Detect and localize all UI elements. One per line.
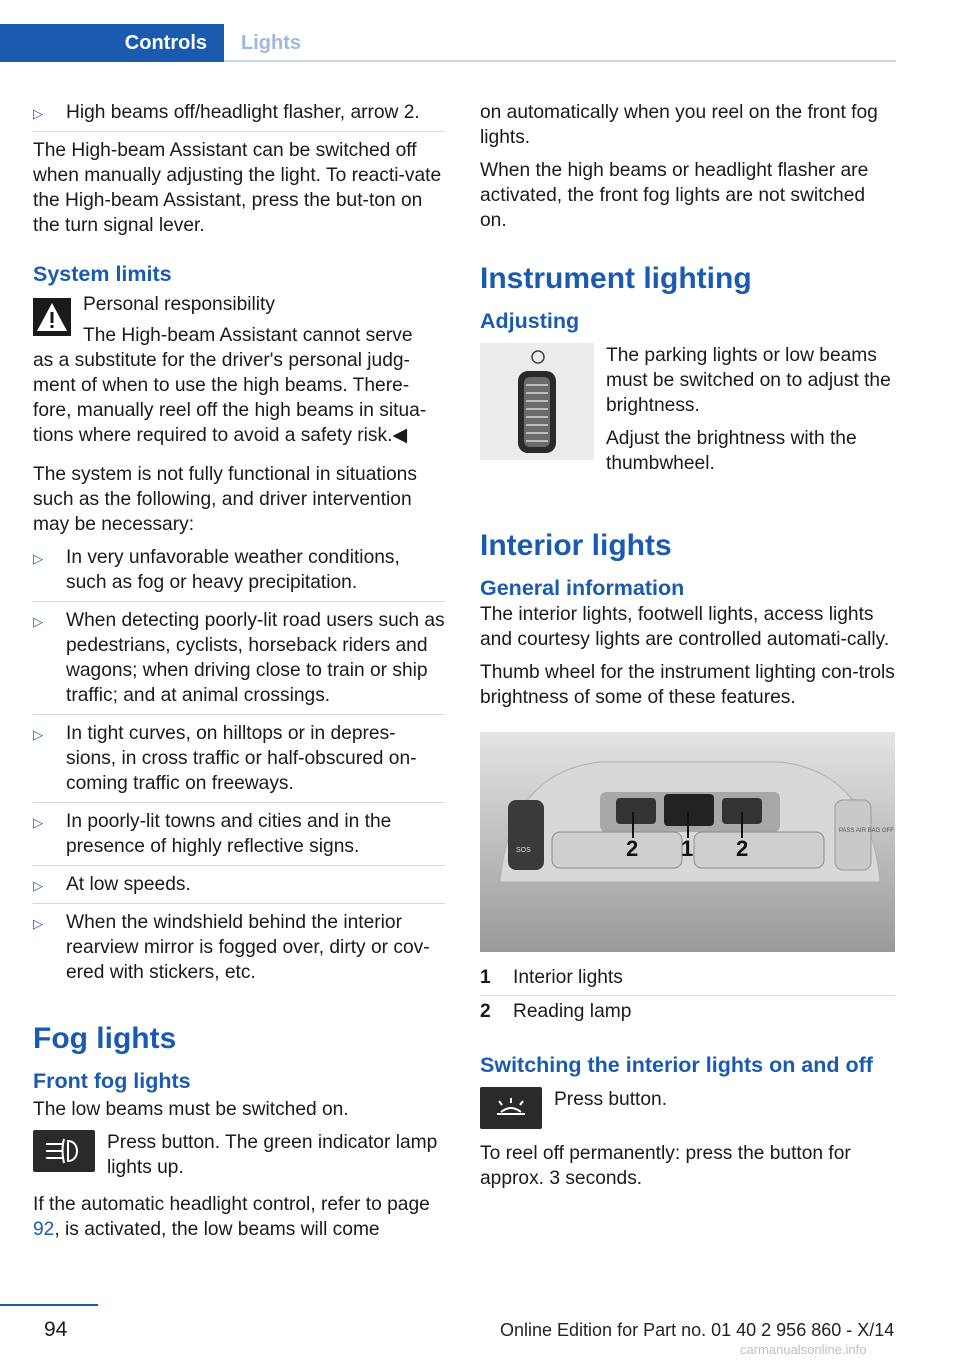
- page-number: 94: [44, 1318, 68, 1341]
- paragraph: If the automatic headlight control, refer to page 92, is activated, the low beams will come: [33, 1194, 430, 1240]
- paragraph: The system is not fully functional in situations such as the following, and driver intervention may be necessary:: [33, 464, 417, 535]
- heading-adjusting: Adjusting: [480, 309, 580, 333]
- tab-controls[interactable]: Controls: [0, 24, 224, 62]
- photo-label-2a: 2: [626, 836, 639, 861]
- fog-light-button-icon: [33, 1130, 95, 1172]
- warning-text-continued: as a substitute for the driver's personal judg‐ment of when to use the high beams. There‐fore, manually reel off the high beams in situa‐tions where required to avoid a safety risk.◀: [33, 350, 427, 446]
- paragraph: The High-beam Assistant can be switched off when manually adjusting the light. To reacti‐vate the High-beam Assistant, press the but‐ton on the turn signal lever.: [33, 140, 442, 236]
- photo-label-sos: SOS: [516, 847, 531, 854]
- list-item: ▷ High beams off/headlight flasher, arrow 2.: [33, 100, 445, 132]
- adjust-row: [480, 343, 896, 484]
- heading-switching-interior-lights: Switching the interior lights on and off: [480, 1053, 873, 1077]
- paragraph: The parking lights or low beams must be switched on to adjust the brightness.: [606, 345, 891, 416]
- list-item: ▷ When detecting poorly-lit road users such as pedestrians, cyclists, horseback riders and wagons; when driving close to train or ship traffic; and at animal crossings.: [33, 608, 445, 715]
- edition-text: Online Edition for Part no. 01 40 2 956 860 - X/14: [500, 1320, 895, 1340]
- list-item: ▷ In very unfavorable weather conditions, such as fog or heavy precipitation.: [33, 545, 445, 602]
- paragraph: To reel off permanently: press the button for approx. 3 seconds.: [480, 1143, 851, 1189]
- list-item: ▷ In tight curves, on hilltops or in depres‐sions, in cross traffic or half-obscured on‐coming traffic on freeways.: [33, 721, 445, 803]
- fog-button-text: Press button. The green indicator lamp lights up.: [107, 1132, 438, 1178]
- legend-row: 1 Interior lights: [480, 962, 895, 996]
- page-link[interactable]: 92: [33, 1219, 55, 1240]
- interior-button-text: Press button.: [554, 1089, 668, 1110]
- page-header: [0, 0, 960, 62]
- heading-fog-lights: Fog lights: [33, 1022, 177, 1055]
- fog-button-row: [33, 1130, 445, 1180]
- triangle-bullet-icon: ▷: [33, 106, 43, 121]
- left-column: [33, 100, 445, 1250]
- paragraph: Thumb wheel for the instrument lighting con‐trols brightness of some of these features.: [480, 662, 895, 708]
- adjust-text: [606, 343, 896, 484]
- list-item: ▷ In poorly-lit towns and cities and in the presence of highly reflective signs.: [33, 809, 445, 866]
- warning-icon: [33, 298, 71, 336]
- triangle-bullet-icon: ▷: [33, 614, 43, 629]
- paragraph: Adjust the brightness with the thumbwheel.: [606, 428, 857, 474]
- list-item: ▷ At low speeds.: [33, 872, 445, 904]
- interior-button-row: [480, 1087, 896, 1129]
- triangle-bullet-icon: ▷: [33, 916, 43, 931]
- heading-interior-lights: Interior lights: [480, 529, 672, 562]
- triangle-bullet-icon: ▷: [33, 551, 43, 566]
- list-item: ▷ When the windshield behind the interior rearview mirror is fogged over, dirty or cov‐ered with stickers, etc.: [33, 912, 430, 983]
- tab-lights[interactable]: Lights: [241, 31, 301, 54]
- bullet-list-limits: [33, 545, 445, 991]
- interior-light-button-icon: [480, 1087, 542, 1129]
- warning-text-line1: The High-beam Assistant cannot serve: [83, 325, 413, 346]
- heading-system-limits: System limits: [33, 262, 172, 286]
- warning-title: Personal responsibility: [83, 294, 275, 315]
- bullet-list-top: [33, 100, 445, 132]
- warning-block: [33, 292, 445, 348]
- header-divider: [224, 60, 896, 62]
- interior-lights-photo: [480, 732, 895, 952]
- photo-label-2b: 2: [736, 836, 749, 861]
- photo-label-pass-airbag: PASS AIR BAG OFF: [839, 828, 894, 834]
- photo-legend: [480, 962, 895, 1029]
- paragraph: The low beams must be switched on.: [33, 1099, 349, 1120]
- heading-general-information: General information: [480, 576, 685, 600]
- paragraph: The interior lights, footwell lights, access lights and courtesy lights are controlled automati‐cally.: [480, 604, 890, 650]
- right-column: [480, 100, 896, 1199]
- triangle-bullet-icon: ▷: [33, 878, 43, 893]
- heading-front-fog-lights: Front fog lights: [33, 1069, 191, 1093]
- legend-row: 2 Reading lamp: [480, 1001, 632, 1022]
- photo-label-1: 1: [681, 836, 694, 861]
- triangle-bullet-icon: ▷: [33, 727, 43, 742]
- triangle-bullet-icon: ▷: [33, 815, 43, 830]
- footer-divider: [0, 1304, 98, 1306]
- heading-instrument-lighting: Instrument lighting: [480, 262, 752, 295]
- paragraph: When the high beams or headlight flasher are activated, the front fog lights are not switched on.: [480, 160, 869, 231]
- watermark: carmanualsonline.info: [740, 1342, 867, 1357]
- paragraph: on automatically when you reel on the front fog lights.: [480, 102, 878, 148]
- thumbwheel-image: [480, 343, 594, 460]
